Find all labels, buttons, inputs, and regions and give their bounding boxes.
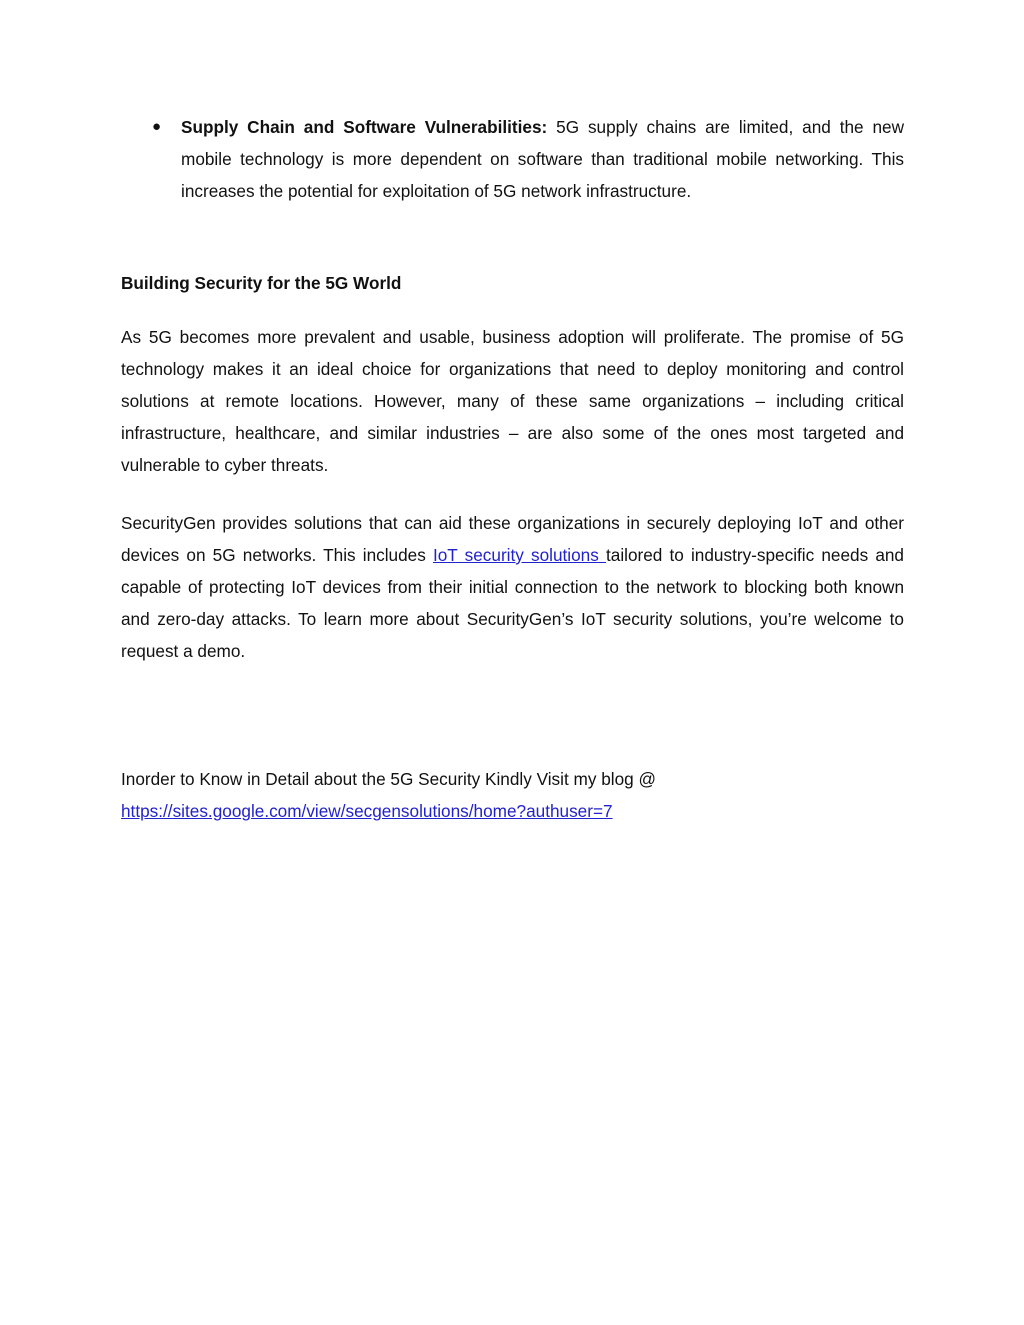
bullet-icon: ● [152, 118, 162, 135]
paragraph-adoption: As 5G becomes more prevalent and usable, business adoption will proliferate. The promise of 5G technology makes it an ideal choice for organizations that need to deploy monitoring and control solutions at remote locations. However, many of these same organizations – including critical infrastructure, healthcare, and similar industries – are also some of the ones most targeted and vulnerable to cyber threats. [121, 327, 904, 475]
bullet-list-item [121, 111, 904, 207]
closing-text: Inorder to Know in Detail about the 5G Security Kindly Visit my blog @ [121, 769, 656, 789]
paragraph-text-after-link: tailored to industry-specific needs and capable of protecting IoT devices from their initial connection to the network to blocking both known and zero-day attacks. To learn more about SecurityGen’s IoT security solutions, you’re welcome to request a demo. [121, 545, 904, 661]
paragraph-securitygen [121, 507, 904, 667]
document-body [121, 111, 904, 827]
blog-url-link[interactable]: https://sites.google.com/view/secgensolutions/home?authuser=7 [121, 801, 613, 821]
iot-security-solutions-link[interactable]: IoT security solutions [432, 545, 606, 565]
paragraph-text-before-link: SecurityGen provides solutions that can aid these organizations in securely deploying IoT and other devices on 5G networks. This includes [121, 513, 904, 565]
bullet-text: 5G supply chains are limited, and the new mobile technology is more dependent on software than traditional mobile networking. This increases the potential for exploitation of 5G network infrastructure. [181, 117, 904, 201]
spacer [121, 693, 904, 763]
bullet-title: Supply Chain and Software Vulnerabilities: [181, 117, 548, 137]
section-heading: Building Security for the 5G World [121, 273, 402, 293]
